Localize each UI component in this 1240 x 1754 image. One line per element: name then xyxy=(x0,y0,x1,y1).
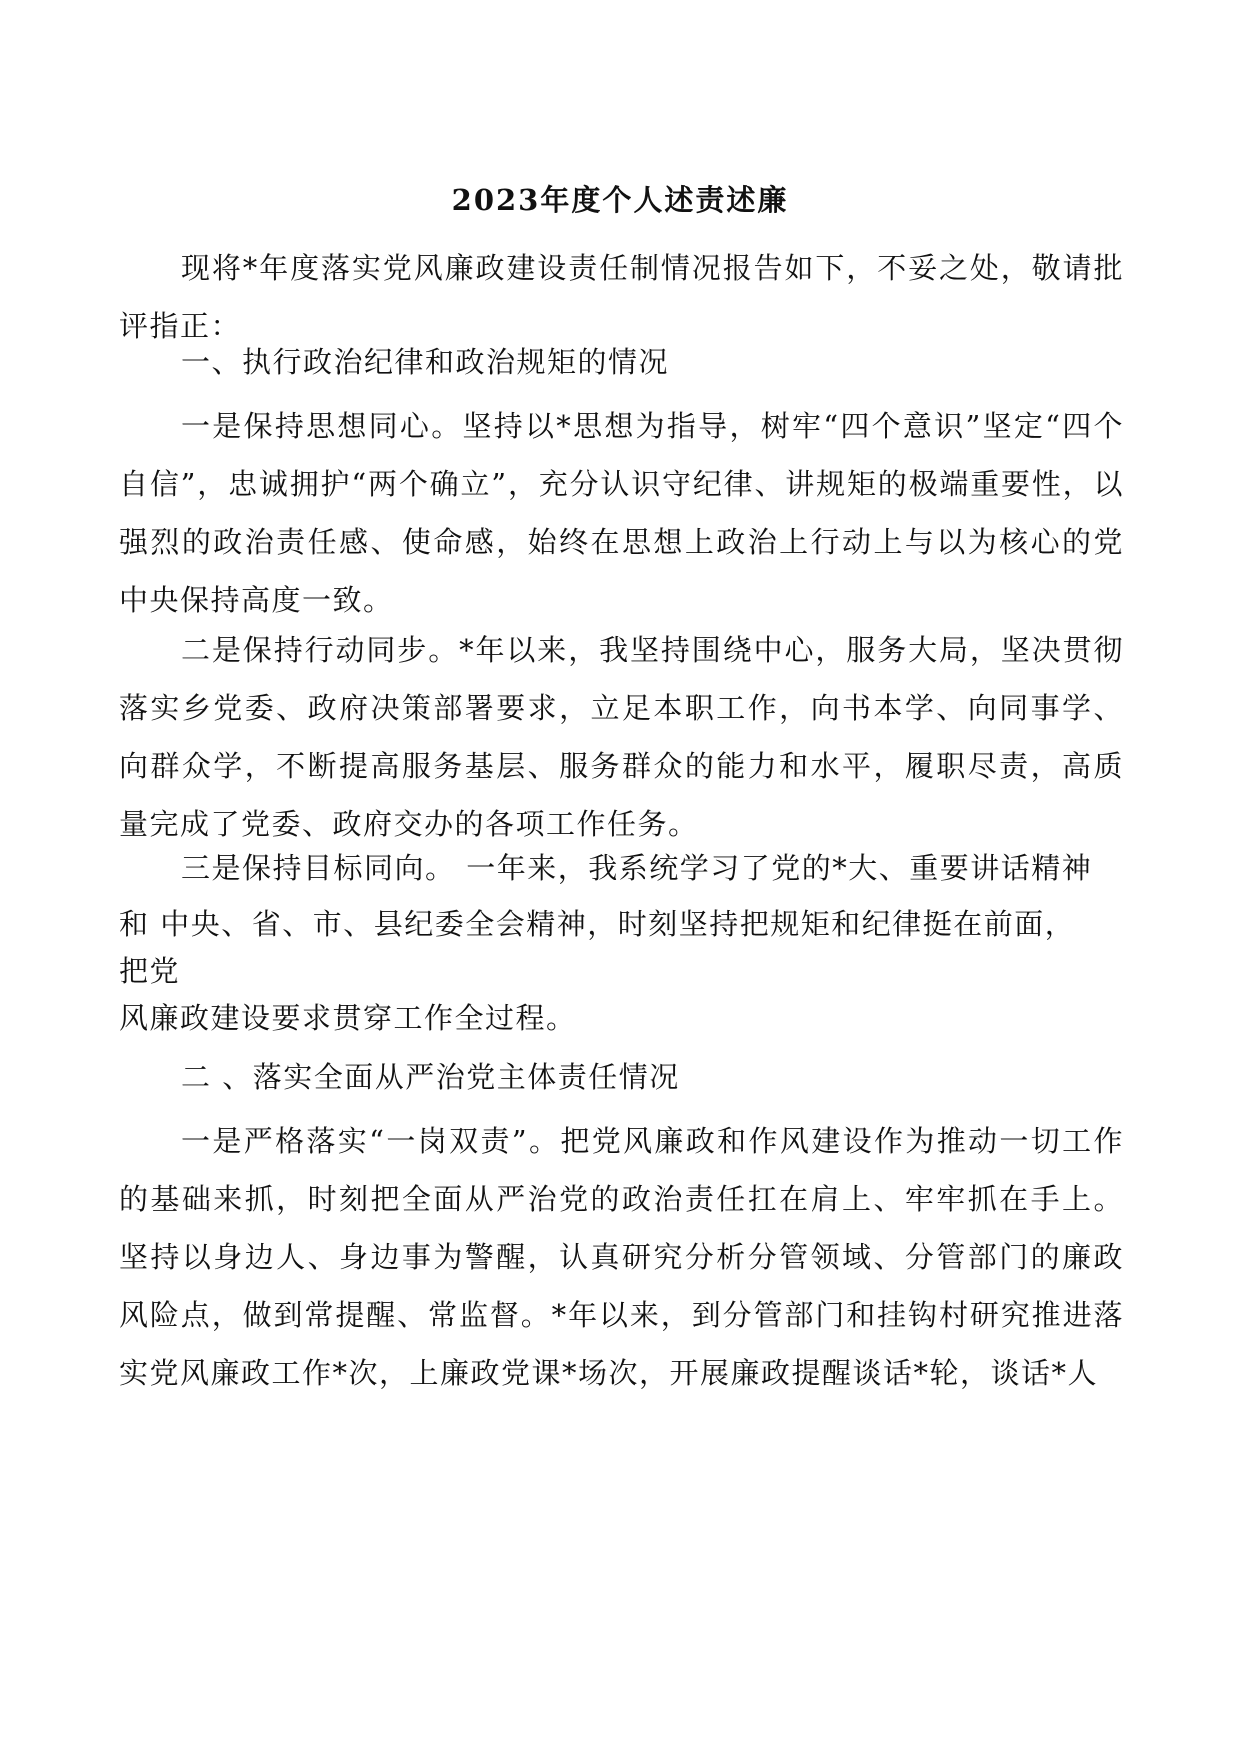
section1-heading: 一、执行政治纪律和政治规矩的情况 xyxy=(181,345,670,379)
section1-paragraph-3-line-1: 三是保持目标同向。 一年来，我系统学习了党的*大、重要讲话精神 xyxy=(181,851,1093,885)
section1-paragraph-3-line-2: 和 中央、省、市、县纪委全会精神，时刻坚持把规矩和纪律挺在前面， xyxy=(119,907,1076,941)
section1-paragraph-1: 一是保持思想同心。坚持以*思想为指导，树牢“四个意识”坚定“四个自信”，忠诚拥护“两个确立”，充分认识守纪律、讲规矩的极端重要性，以强烈的政治责任感、使命感，始终在思想上政治上行动上与以为核心的党中央保持高度一致。 xyxy=(119,409,1124,617)
intro-paragraph: 现将*年度落实党风廉政建设责任制情况报告如下，不妥之处，敬请批评指正： xyxy=(119,251,1124,343)
section2-paragraph-1: 一是严格落实“一岗双责”。把党风廉政和作风建设作为推动一切工作的基础来抓，时刻把全面从严治党的政治责任扛在肩上、牢牢抓在手上。坚持以身边人、身边事为警醒，认真研究分析分管领域、分管部门的廉政风险点，做到常提醒、常监督。*年以来，到分管部门和挂钩村研究推进落实党风廉政工作*次，上廉政党课*场次，开展廉政提醒谈话*轮，谈话*人 xyxy=(119,1124,1124,1390)
section1-paragraph-2: 二是保持行动同步。*年以来，我坚持围绕中心，服务大局，坚决贯彻落实乡党委、政府决策部署要求，立足本职工作，向书本学、向同事学、向群众学，不断提高服务基层、服务群众的能力和水平，履职尽责，高质量完成了党委、政府交办的各项工作任务。 xyxy=(119,633,1124,841)
section1-paragraph-3-line-3: 把党 xyxy=(119,954,181,988)
document-title: 2023年度个人述责述廉 xyxy=(451,183,789,217)
section1-paragraph-3-line-4: 风廉政建设要求贯穿工作全过程。 xyxy=(119,1001,577,1035)
section2-heading: 二 、落实全面从严治党主体责任情况 xyxy=(181,1060,680,1094)
